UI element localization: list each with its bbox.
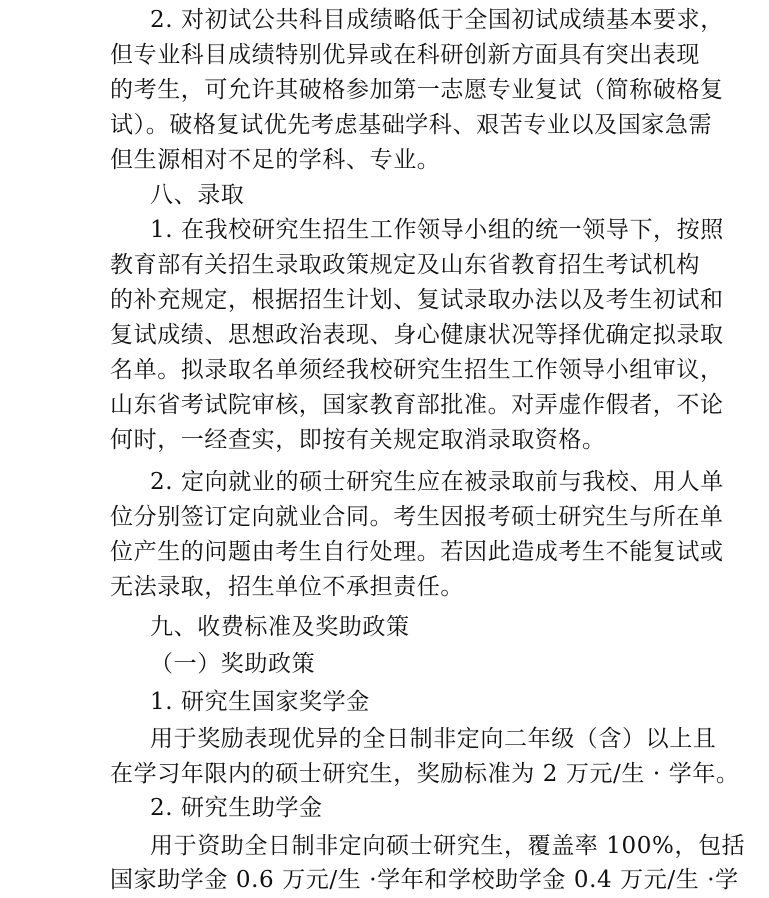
paragraph-line: 位分别签订定向就业合同。考生因报考硕士研究生与所在单: [110, 504, 724, 530]
paragraph-line: 位产生的问题由考生自行处理。若因此造成考生不能复试或: [110, 539, 724, 565]
paragraph-line: 名单。拟录取名单须经我校研究生招生工作领导小组审议，: [110, 357, 724, 383]
section-heading: 八、录取: [150, 182, 245, 208]
paragraph-line: 1. 在我校研究生招生工作领导小组的统一领导下，按照: [150, 217, 724, 243]
item-heading: 2. 研究生助学金: [150, 795, 323, 821]
paragraph-line: 复试成绩、思想政治表现、身心健康状况等择优确定拟录取: [110, 322, 724, 348]
paragraph-line: 2. 定向就业的硕士研究生应在被录取前与我校、用人单: [150, 469, 724, 495]
paragraph-line: 用于奖励表现优异的全日制非定向二年级（含）以上且: [150, 726, 717, 752]
paragraph-line: 但专业科目成绩特别优异或在科研创新方面具有突出表现: [110, 42, 700, 68]
section-heading: 九、收费标准及奖助政策: [150, 614, 410, 640]
item-heading: 1. 研究生国家奖学金: [150, 689, 370, 715]
paragraph-line: 在学习年限内的硕士研究生，奖励标准为 2 万元/生 · 学年。: [110, 761, 740, 787]
paragraph-line: 用于资助全日制非定向硕士研究生，覆盖率 100%，包括: [150, 833, 746, 859]
paragraph-line: 的补充规定，根据招生计划、复试录取办法以及考生初试和: [110, 287, 724, 313]
paragraph-line: 何时，一经查实，即按有关规定取消录取资格。: [110, 427, 606, 453]
paragraph-line: 试）。破格复试优先考虑基础学科、艰苦专业以及国家急需: [110, 112, 713, 138]
paragraph-line: 但生源相对不足的学科、专业。: [110, 147, 441, 173]
paragraph-line: 教育部有关招生录取政策规定及山东省教育招生考试机构: [110, 252, 700, 278]
paragraph-line: 的考生，可允许其破格参加第一志愿专业复试（简称破格复: [110, 77, 724, 103]
paragraph-line: 2. 对初试公共科目成绩略低于全国初试成绩基本要求，: [150, 7, 724, 33]
paragraph-line: 山东省考试院审核，国家教育部批准。对弄虚作假者，不论: [110, 392, 724, 418]
paragraph-line: 国家助学金 0.6 万元/生 ·学年和学校助学金 0.4 万元/生 ·学: [110, 867, 739, 893]
paragraph-line: 无法录取，招生单位不承担责任。: [110, 574, 464, 600]
subsection-heading: （一）奖助政策: [150, 651, 316, 677]
